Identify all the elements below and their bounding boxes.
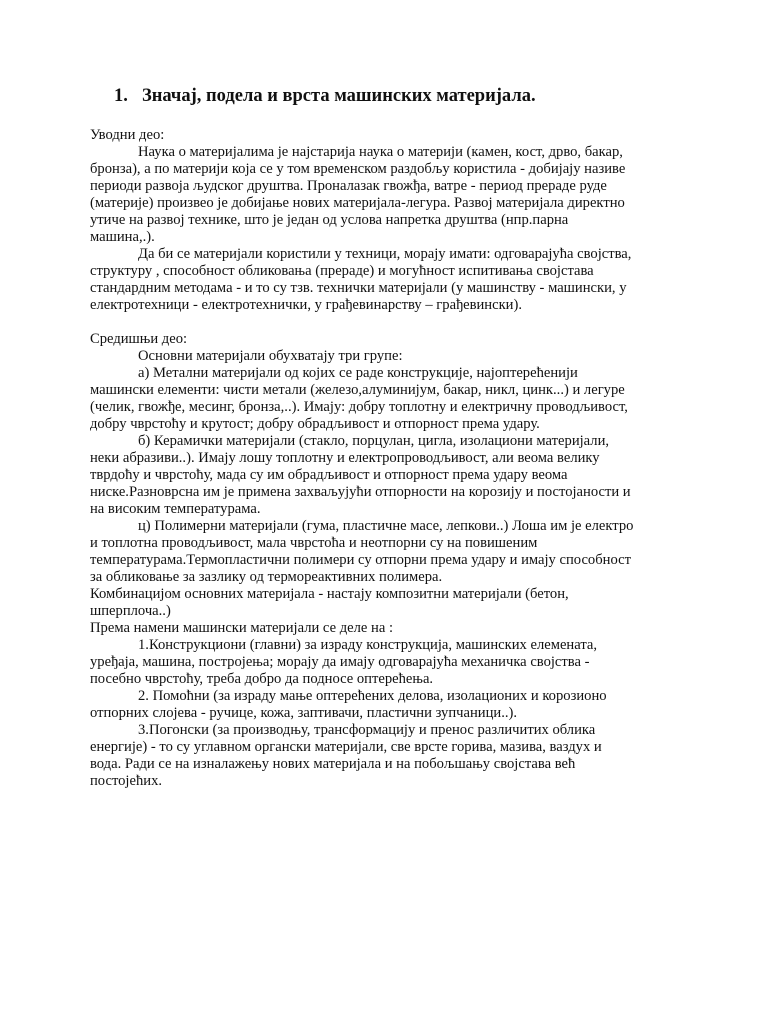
paragraph-line: шперплоча..) — [90, 603, 171, 619]
paragraph-line: отпорних слојева - ручице, кожа, заптивачи, пластични зупчаници..). — [90, 705, 518, 721]
paragraph-line: а) Метални материјали од којих се раде конструкције, најоптерећенији — [138, 365, 578, 381]
paragraph-line: и топлотна проводљивост, мала чврстоћа и неотпорни су на повишеним — [90, 535, 538, 551]
paragraph-line: 2. Помоћни (за израду мање оптерећених делова, изолационих и корозионо — [138, 688, 607, 704]
paragraph-line: структуру , способност обликовања (прераде) и могућност испитивања својстава — [90, 263, 594, 279]
paragraph-line: на високим температурама. — [90, 501, 261, 517]
heading-number: 1. — [114, 86, 128, 106]
paragraph-line: електротехници - електротехнички, у грађевинарству – грађевински). — [90, 297, 522, 313]
middle-section-label: Средишњи део: — [90, 331, 188, 347]
paragraph-line: добру чврстоћу и крутост; добру обрадљивост и отпорност према удару. — [90, 416, 540, 432]
paragraph-line: Комбинацијом основних материјала - настају композитни материјали (бетон, — [90, 586, 569, 602]
paragraph-line: ц) Полимерни материјали (гума, пластичне масе, лепкови..) Лоша им је електро — [138, 518, 634, 534]
paragraph-line: (материје) произвео је добијање нових материјала-легура. Развој материјала директно — [90, 195, 625, 211]
paragraph-line: ниске.Разноврсна им је примена захваљујући отпорности на корозију и постојаности и — [90, 484, 631, 500]
paragraph-line: 3.Погонски (за производњу, трансформацију и пренос различитих облика — [138, 722, 596, 738]
paragraph-line: б) Керамички материјали (стакло, порцулан, цигла, изолациони материјали, — [138, 433, 610, 449]
paragraph-line: периоди развоја људског друштва. Проналазак гвожђа, ватре - период прераде руде — [90, 178, 607, 194]
section-heading — [114, 86, 714, 107]
paragraph-line: (челик, гвожђе, месинг, бронза,..). Имају: добру топлотну и електричну проводљивост, — [90, 399, 628, 415]
paragraph-line: утиче на развој технике, што је један од услова напретка друштва (нпр.парна — [90, 212, 569, 228]
paragraph-line: тврдоћу и чврстоћу, мада су им обрадљивост и отпорност према удару веома — [90, 467, 568, 483]
intro-section-label: Уводни део: — [90, 127, 165, 143]
paragraph-line: Основни материјали обухватају три групе: — [138, 348, 403, 364]
paragraph-line: бронза), а по материји која се у том временском раздобљу користила - добијају називе — [90, 161, 626, 177]
paragraph-line: енергије) - то су углавном органски материјали, све врсте горива, мазива, ваздух и — [90, 739, 602, 755]
paragraph-line: посебно чврстоћу, треба добро да подносе оптерећења. — [90, 671, 434, 687]
paragraph-line: машина,.). — [90, 229, 155, 245]
paragraph-line: вода. Ради се на изналажењу нових материјала и на побољшању својстава већ — [90, 756, 576, 772]
paragraph-line: температурама.Термопластични полимери су отпорни према удару и имају способност — [90, 552, 631, 568]
paragraph-line: Наука о материјалима је најстарија наука о материји (камен, кост, дрво, бакар, — [138, 144, 623, 160]
paragraph-line: уређаја, машина, постројења; морају да имају одговарајућа механичка својства - — [90, 654, 590, 670]
paragraph-line: стандардним методама - и то су тзв. технички материјали (у машинству - машински, у — [90, 280, 627, 296]
paragraph-line: машински елементи: чисти метали (железо,алуминијум, бакар, никл, цинк...) и легуре — [90, 382, 625, 398]
heading-text: Значај, подела и врста машинских материјала. — [142, 86, 536, 106]
paragraph-line: Да би се материјали користили у техници, морају имати: одговарајућа својства, — [138, 246, 632, 262]
paragraph-line: постојећих. — [90, 773, 163, 789]
paragraph-line: 1.Конструкциони (главни) за израду конструкција, машинских елемената, — [138, 637, 598, 653]
paragraph-line: за обликовање за зазлику од термореактивних полимера. — [90, 569, 443, 585]
paragraph-line: неки абразиви..). Имају лошу топлотну и електропроводљивост, али веома велику — [90, 450, 600, 466]
paragraph-line: Према намени машински материјали се деле на : — [90, 620, 394, 636]
